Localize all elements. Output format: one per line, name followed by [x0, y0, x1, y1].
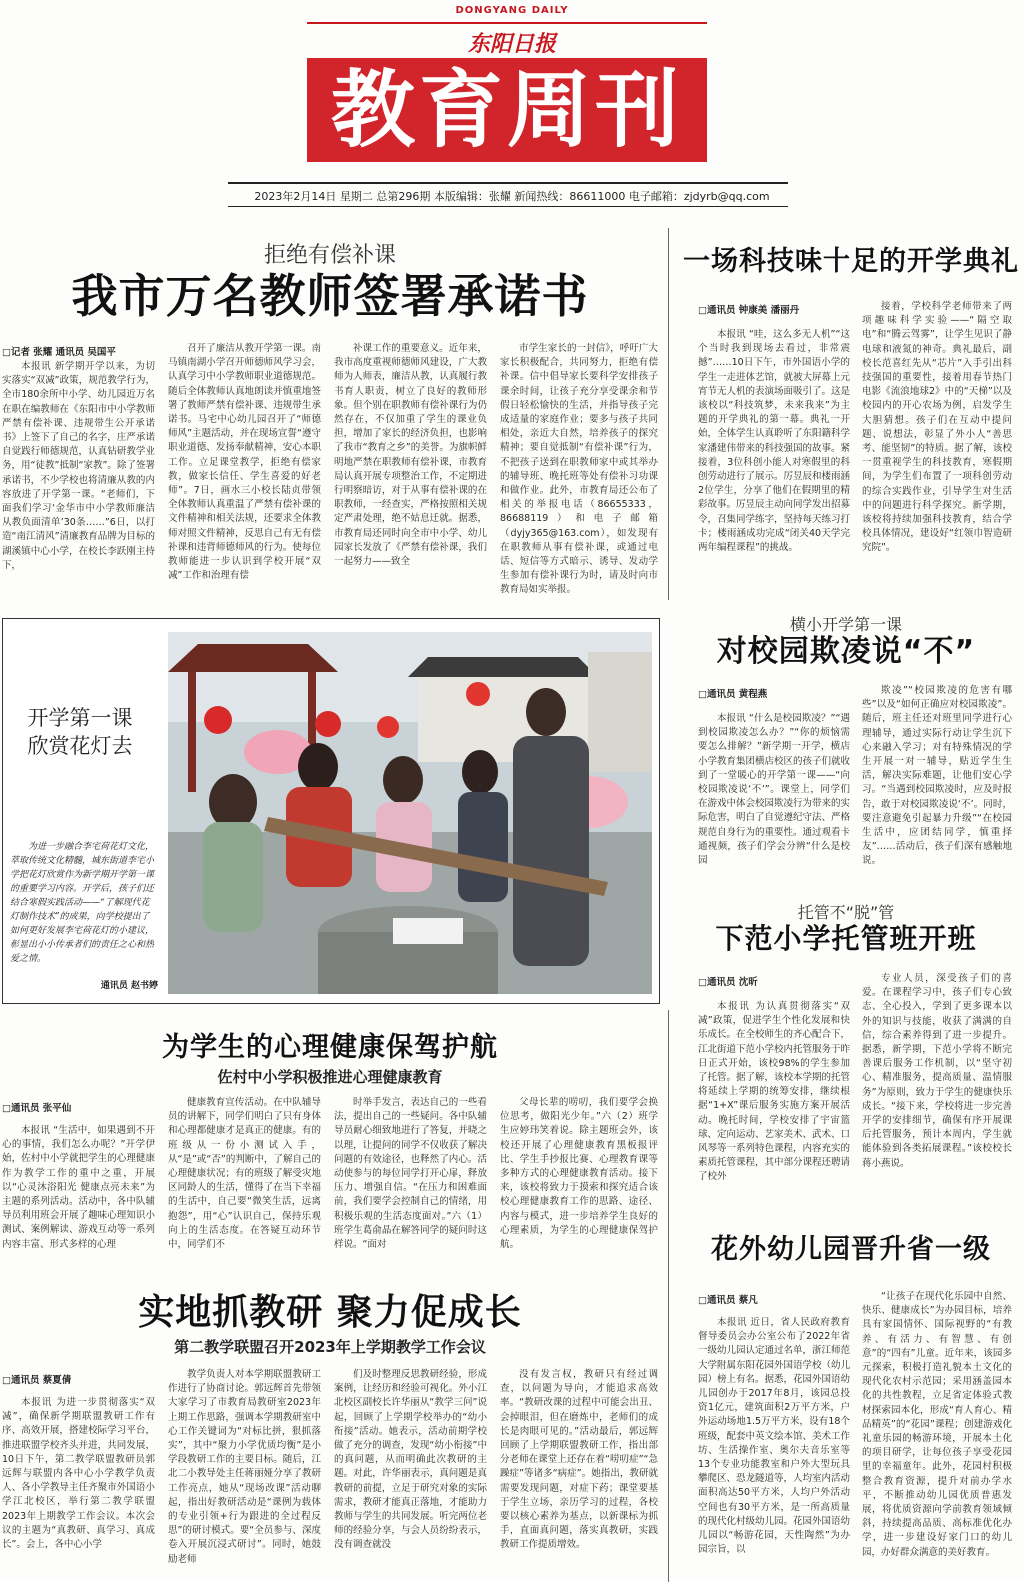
- photo-story-caption: 为进一步融合李宅荷花灯文化，萃取传统文化精髓，城东街道李宅小学把花灯欣赏作为新学期开学第一课的重要学习内容。开学后，孩子们还结合寒假实践活动——“了解现代花灯制作技术”的成果，向学校提出了如何更好发展李宅荷花灯的小建议，彰显出小小传承者们的责任之心和热爱之情。: [10, 842, 155, 964]
- article1-byline: □记者 张耀 通讯员 吴国平: [2, 347, 116, 358]
- photo-story-credit: 通讯员 赵书婷: [100, 981, 158, 991]
- article6-column-1: 本报讯 近日，省人民政府教育督导委员会办公室公布了2022年省一级幼儿园认定通过名单，浙江师范大学附属东阳花园外国语学校（幼儿园）榜上有名。据悉，花园外国语幼儿园创办于2017年8月，该园总投资1亿元，建筑面积2万平方米，户外运动场地1.5万平方米，设有18个班级，配套中英文绘本馆、美术工作坊、生活操作室、奥尔夫音乐室等13个专业功能教室和户外大型玩具攀爬区、恐龙隧道等，人均室内活动面积高达50平方米，人均户外活动空间也有30平方米，是一所高质量的现代化村级幼儿园。花园外国语幼儿园以“畅游花园，天性陶然”为办园宗旨，以: [698, 1317, 851, 1556]
- lantern-photo-image: [168, 632, 652, 994]
- article5-column-1: 本报讯 “生活中，如果遇到不开心的事情，我们怎么办呢？”开学伊始，佐村中小学就把学生的心理健康作为教学工作的重中之重，开展以“心灵沐浴阳光 健康点亮未来”为主题的系列活动。活动中，各中队辅导员利用班会开展了趣味心理知识小测试、案例解读、游戏互动等一系列内容丰富、形式多样的心理: [2, 1125, 155, 1250]
- masthead-logo-text: 东阳日报: [467, 31, 556, 57]
- article7-column-1: 本报讯 为进一步贯彻落实“双减”，确保新学期联盟教研工作有序、高效开展，搭建校际学习平台，推进联盟学校齐头并进，共同发展，10日下午，第二教学联盟教研员郭远辉与联盟内各中心小学教学负责人、各小学教导主任齐聚市外国语小学江北校区，举行第二教学联盟2023年上期教学工作会议。本次会议的主题为“真教研、真学习、真成长”。会上，各中心小学: [2, 1397, 155, 1551]
- photo-story-title-line1: 开学第一课: [27, 706, 133, 730]
- article2-byline: □通讯员 钟康美 潘丽丹: [698, 305, 800, 316]
- article1-column-2: 召开了廉洁从教开学第一课。南马镇南湖小学召开师德师风学习会，认真学习中小学教师职业道德规范。随后全体教师认真地朗读并慎重地签署了教师严禁有偿补课、违规带生承诺书。马宅中心幼儿园召开了“师德师风”主题活动，并在现场宣誓“遵守职业道德、发扬奉献精神，安心本职工作。立足课堂教学，拒绝有偿家教，做家长信任、学生喜爱的好老师”。7日，画水三小校长陆贞带领全体教师认真重温了严禁有偿补课的文件精神和相关法规，还要求全体教师对照文件精神，反思自己有无有偿补课和违背师德师风的行为。使每位教师能进一步认识到学校开展“双减”工作和治理有偿: [168, 343, 321, 582]
- article3-kicker: 横小开学第一课: [789, 615, 902, 634]
- article7-column-2: 教学负责人对本学期联盟教研工作进行了协商讨论。郭远辉首先带领大家学习了市教育局教研室2023年上期工作思路，强调本学期教研室中心工作关键词为“对标比拼，狠抓落实”，其中“聚力小学优质均衡”是小学段教研工作的主要目标。随后，江北二小教导处主任蒋丽娅分享了教研工作亮点，她从“现场改课”活动聊起，指出好教研活动是“课例为载体的专业引领+行为跟进的全过程反思”的研讨模式。要“全员参与、深度卷入开展沉浸式研讨”。同时，她鼓励老师: [168, 1369, 321, 1565]
- article7-byline: □通讯员 蔡夏倩: [2, 1375, 72, 1386]
- lantern-photo: [168, 632, 652, 994]
- article4-byline: □通讯员 沈昕: [698, 977, 758, 988]
- article5-column-4: 父母长辈的唠叨，我们要学会换位思考，做阳光少年。”六（2）班学生应婷玮笑着说。除主题班会外，该校还开展了心理健康教育黑板报评比、学生手抄报比赛、心理教育课等多种方式的心理健康教育活动。接下来，该校将致力于摸索和探究适合该校心理健康教育工作的思路、途径、内容与模式，进一步培养学生良好的心理素质，为学生的心理健康保驾护航。: [500, 1097, 658, 1251]
- article2-column-2: 接着，学校科学老师带来了两项趣味科学实验——“隔空取电”和“腾云驾雾”，让学生见识了静电球和液氮的神奇。典礼最后，副校长范喜红先从“芯片”入手引出科技强国的重要性，接着用春节热门电影《流浪地球2》中的“天梯”以及校园内的开心农场为例，启发学生大胆猜想。孩子们在互动中提问题、说想法，彰显了外小人“善思考、能坚韧”的特质。据了解，该校一贯重视学生的科技教育，寒假期间，为学生们布置了一项科创劳动的综合实践作业，引导学生对生活中的问题进行科学探究。新学期，该校将持续加强科技教育，结合学校具体情况，建设好“红领巾智造研究院”。: [862, 301, 1012, 554]
- article4-column-1: 本报讯 为认真贯彻落实“双减”政策，促进学生个性化发展和快乐成长。在全校师生的齐心配合下，江北街道下范小学校内托管服务于昨日正式开始，该校98%的学生参加了托管。据了解，该校本学期的托管将延续上学期的统筹安排，继续根据“1+X”课后服务实施方案开展活动。晚托时间，学校安排了宇宙篮球、定向运动、艺家美术、武术、口风琴等一系列特色课程，内容充实的素质托管课程，其中部分课程还聘请了校外: [698, 1001, 851, 1183]
- issue-info: 2023年2月14日 星期二 总第296期 本版编辑：张耀 新闻热线：86611000 电子邮箱：zjdyrb@qq.com: [254, 190, 770, 203]
- article4-column-2: 专业人员，深受孩子们的喜爱。在课程学习中，孩子们专心致志、全心投入，学到了更多课本以外的知识与技能，收获了满满的自信，综合素养得到了进一步提升。据悉，新学期，下范小学将不断完善课后服务工作机制，以“坚守初心、精准服务，提高质量、温情服务”为原则，致力于学生的健康快乐成长。“接下来，学校将进一步完善开学的安排细节，确保有序开展课后托管服务，预计本周内，学生就能体验到各类拓展课程。”该校校长蒋小燕说。: [862, 973, 1012, 1169]
- photo-story-title: [10, 704, 150, 760]
- article1-column-3: 补课工作的重要意义。近年来，我市高度重视师德师风建设，广大教师为人师表，廉洁从教，认真履行教书育人职责，树立了良好的教师形象。但个别在职教师有偿补课行为仍然存在，不仅加重了学生的课业负担，增加了家长的经济负担，也影响了我市“教育之乡”的美誉。为旗帜鲜明地严禁在职教师有偿补课，市教育局认真开展专项整治工作，不定期进行明察暗访，对于从事有偿补课的在职教师，一经查实，严格按照相关规定严肃处理，绝不姑息迁就。据悉，市教育局还同时向全市中小学、幼儿园家长发放了《严禁有偿补课，我们一起努力——致全: [334, 343, 487, 568]
- article4-headline: 下范小学托管班开班: [715, 922, 977, 955]
- article1-column-1: 本报讯 新学期开学以来，为切实落实“双减”政策，规范教学行为，全市180余所中小学、幼儿园近万名在职在编教师在《东阳市中小学教师严禁有偿补课、违规带生公开承诺书》上签下了自己的名字，庄严承诺自觉践行师德规范，认真钻研教学业务，用“徒教”抵制“家教”。除了签署承诺书，不少学校也将清廉从教的内容放进了开学第一课。“老师们，下面我们学习‘金华市中小学教师廉洁从教负面清单’30条……”6日，以打造“南江清风”清廉教育品牌为目标的湖溪镇中心小学，在校长李跃刚主持下，: [2, 361, 155, 571]
- article1-kicker: 拒绝有偿补课: [263, 243, 396, 268]
- article5-subhead: 佐村中小学积极推进心理健康教育: [217, 1068, 443, 1086]
- article7-headline: 实地抓教研 聚力促成长: [138, 1292, 522, 1333]
- masthead-rule: [307, 22, 707, 24]
- article5-column-2: 健康教育宣传活动。在中队辅导员的讲解下，同学们明白了只有身体和心理都健康才是真正的健康。有的班级从一份小测试入手，从“是”或“否”的判断中，了解自己的心理健康状况；有的班级了解受灾地区同龄人的生活，懂得了在当下幸福的生活中，自己要“微笑生活，远离抱怨”，用“心”认识自己，保持乐观向上的生活态度。在答疑互动环节中，同学们不: [168, 1097, 321, 1251]
- article4-kicker: 托管不“脱”管: [797, 903, 895, 922]
- info-top-rule: [228, 182, 788, 184]
- column-divider-lower: [668, 1010, 669, 1582]
- article5-column-3: 时举手发言，表达自己的一些看法，提出自己的一些疑问。各中队辅导员耐心细致地进行了答复，并晓之以理，让提问的同学不仅收获了解决问题的有效途径，也释然了内心。活动使参与的每位同学打开心扉，释放压力、增强自信。“在压力和困难面前，我们要学会控制自己的情绪，用积极乐观的生活态度面对。”六（1）班学生葛俞晶在解答同学的疑问时这样说。“面对: [334, 1097, 487, 1251]
- article6-column-2: “让孩子在现代化乐园中自然、快乐、健康成长”为办园目标，培养具有家国情怀、国际视野的“有教养、有活力、有智慧、有创意”的“四有”儿童。近年来，该园多元探索，积极打造礼貌本土文化的现代化农村示范园；采用涵盖园本化的共性教程，立足省定体验式教材探索园本化，形成“育人育心、精品精英”的“花园”课程；创建游戏化礼童乐园的畅游环境，开展本土化的项目研学，让每位孩子享受花园里的幸福童年。此外，花园村积极整合教育资源，提升对前办学水平，不断推动幼儿园优质普惠发展，将优质资源向学前教育领域倾斜，持续提高品质、高标准优化办学，进一步建设好家门口的幼儿园，办好群众满意的美好教育。: [862, 1291, 1012, 1558]
- article7-column-4: 没有发言权，教研只有经过调查，以问题为导向，才能追求高效率。“教研改课的过程中可能会出丑、会掉眼泪，但在磨炼中，老师们的成长是肉眼可见的。”活动最后，郭远辉回顾了上学期联盟教研工作，指出部分老师在课堂上还存在着“唠叨症”“急躁症”等诸多“病症”。她指出，教研就需要发现问题，对症下药；课堂要基于学生立场，亲历学习的过程，各校要以核心素养为基点，以新课标为抓手，直面真问题，落实真教研，实践教研工作提质增效。: [500, 1369, 658, 1551]
- article7-subhead: 第二教学联盟召开2023年上学期教学工作会议: [174, 1338, 486, 1356]
- article3-column-2: 欺凌”“校园欺凌的危害有哪些”以及“如何正确应对校园欺凌”。随后，班主任还对班里同学进行心理辅导，通过实际行动让学生沉下心来融入学习；对有特殊情况的学生开展一对一辅导，贴近学生生活，解决实际难题，让他们安心学习。“当遇到校园欺凌时，应及时报告，敢于对校园欺凌说‘不’。同时，要注意避免引起暴力升级”“在校园生活中，应团结同学，慎重择友”……活动后，孩子们深有感触地说。: [862, 685, 1012, 867]
- article6-byline: □通讯员 蔡凡: [698, 1295, 758, 1306]
- article5-headline: 为学生的心理健康保驾护航: [162, 1032, 498, 1063]
- article7-column-3: 们及时整理反思教研经验，形成案例，让经历和经验可视化。外小江北校区副校长许华丽从“教学三问”说起，回顾了上学期学校举办的“幼小衔接”活动。她表示，活动前期学校做了充分的调查，发现“幼小衔接”中的真问题，从而明确此次教研的主题。对此，许华丽表示，真问题是真教研的前提，立足于研究对象的实际需求，教研才能真正落地，才能助力教师与学生的共同发展。听完两位老师的经验分享，与会人员纷纷表示，没有调查就没: [334, 1369, 487, 1551]
- section-title: 教育周刊: [307, 58, 707, 162]
- article6-headline: 花外幼儿园晋升省一级: [711, 1234, 991, 1265]
- article3-column-1: 本报讯 “什么是校园欺凌？”“遇到校园欺凌怎么办？”“你的烦恼需要怎么排解？”新学期一开学，横店小学教育集团横店校区的孩子们就收到了一堂暖心的开学第一课——“向校园欺凌说‘不’”。课堂上，同学们在游戏中体会校园欺凌行为带来的实际危害，明白了自觉遵纪守法、严格规范自身行为的重要性。通过观看卡通视频，孩子们学会分辨“什么是校园: [698, 713, 851, 867]
- photo-story-title-line2: 欣赏花灯去: [27, 734, 133, 758]
- masthead-english-name: DONGYANG DAILY: [455, 5, 569, 16]
- article1-column-4: 市学生家长的一封信》，呼吁广大家长积极配合，共同努力，拒绝有偿补课。信中倡导家长要科学安排孩子课余时间，让孩子充分享受课余和节假日轻松愉快的生活，并指导孩子完成适量的家庭作业；要多与孩子共同相处，亲近大自然，培养孩子的探究精神；要自觉抵制“有偿补课”行为，不把孩子送到在职教师家中或其举办的辅导班、晚托班等处有偿补习功课和做作业。此外，市教育局还公布了相关的举报电话（86655333，86688119）和电子邮箱（dyjy365@163.com），如发现有在职教师从事有偿补课，或通过电话、短信等方式暗示、诱导、发动学生参加有偿补课行为时，请及时向市教育局如实举报。: [500, 343, 658, 596]
- article5-byline: □通讯员 张平仙: [2, 1103, 72, 1114]
- info-bottom-rule: [228, 206, 788, 207]
- article1-headline: 我市万名教师签署承诺书: [71, 269, 589, 323]
- article3-headline: 对校园欺凌说“不”: [716, 634, 976, 669]
- column-divider: [668, 228, 669, 600]
- article3-byline: □通讯员 黄程燕: [698, 689, 768, 700]
- article2-headline: 一场科技味十足的开学典礼: [683, 246, 1019, 277]
- article2-column-1: 本报讯 “哇，这么多无人机”“这个当时我到现场去看过，非常震撼”……10日下午，市外国语小学的学生一走进体艺馆，就被大屏幕上元宵节无人机的表演场面吸引了。这是该校以“科技筑梦，未来我来”为主题的开学典礼的第一幕。典礼一开始，全体学生认真聆听了东阳籍科学家潘建伟带来的科技强国的故事。紧接着，3位科创小能人对寒假里的科创劳动进行了展示。厉昱辰和楼雨涵2位学生，分享了他们在假期里的精彩故事。厉昱辰主动向同学发出招募令，召集同学练字，坚持每天练习打卡；楼雨涵成功完成“闭关40天学完两年编程课程”的挑战。: [698, 329, 851, 554]
